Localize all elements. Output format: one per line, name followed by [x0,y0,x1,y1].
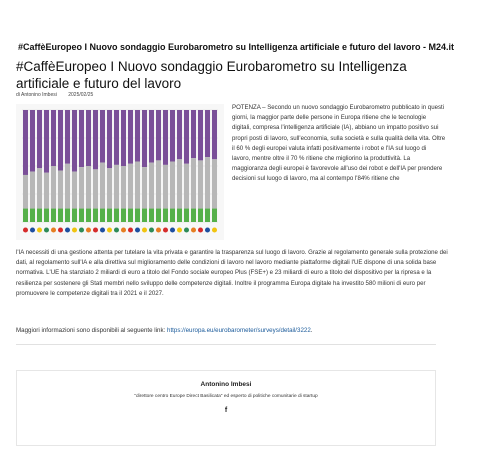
chart-bar-segment [205,110,210,157]
chart-bar-segment [37,110,42,168]
country-flag-marker [23,227,28,232]
chart-bar-segment [170,209,175,222]
country-flag-marker [93,227,98,232]
chart-bar-segment [86,166,91,209]
country-flag-marker [156,227,161,232]
page-title: #CaffèEuropeo I Nuovo sondaggio Eurobarometro su Intelligenza artificiale e futuro del lavoro [16,59,407,91]
chart-bar-segment [65,110,70,164]
chart-bar-segment [51,166,56,209]
publish-date: 2025/02/25 [68,92,94,98]
chart-bar-segment [205,157,210,209]
chart-bar-segment [170,162,175,209]
chart-bar-segment [58,209,63,222]
chart-bar-segment [86,209,91,222]
chart-bar-segment [177,110,182,159]
chart-bar-segment [58,110,63,170]
country-flag-marker [65,227,70,232]
chart-bar-segment [44,110,49,173]
chart-bar-segment [93,209,98,222]
chart-bar-segment [79,110,84,167]
chart-bar-segment [79,209,84,222]
chart-bar-segment [30,209,35,222]
chart-bar-segment [184,110,189,164]
chart-bar-segment [198,209,203,222]
country-flag-marker [121,227,126,232]
country-flag-marker [163,227,168,232]
chart-bar-segment [30,172,35,209]
chart-bar-segment [128,209,133,222]
chart-bar-segment [135,110,140,162]
chart-bar-segment [121,166,126,209]
chart-bar-segment [212,209,217,222]
country-flag-marker [79,227,84,232]
country-flag-marker [205,227,210,232]
chart-bar-segment [79,167,84,208]
chart-bar-segment [135,162,140,209]
chart-bar-segment [163,209,168,222]
country-flag-marker [51,227,56,232]
chart-bar-segment [107,110,112,168]
chart-bar-segment [23,209,28,222]
country-flag-marker [170,227,175,232]
chart-bar-segment [184,209,189,222]
country-flag-marker [30,227,35,232]
country-flag-marker [44,227,49,232]
country-flag-marker [198,227,203,232]
chart-bar-segment [51,209,56,222]
chart-bar-segment [191,158,196,208]
article-paragraph-2: l'IA necessiti di una gestione attenta per tutelare la vita privata e garantire la trasparenza sul luogo di lavoro. Grazie al regolamento generale sulla protezione dei dati, al regolamento sull'IA e alla direttiva sul miglioramento delle condizioni di lavoro nel lavoro mediante piattaforme digitali l'UE dispone di una solida base normativa. L'UE ha stanziato 2 miliardi di euro a titolo del Fondo sociale europeo Plus (FSE+) e 23 miliardi di euro a titolo del dispositivo per la ripresa e la resilienza per sostenere gli Stati membri nello sviluppo delle competenze digitali. Inoltre il programma Europa digitale ha investito 580 milioni di euro per promuovere le competenze digitali tra il 2021 e il 2027. [16,249,448,297]
chart-bar-segment [149,110,154,163]
chart-bar-segment [65,164,70,209]
chart-bar-segment [72,172,77,209]
country-flag-marker [86,227,91,232]
chart-bar-segment [23,110,28,175]
chart-bar-segment [135,209,140,222]
chart-bar-segment [114,209,119,222]
chart-bar-segment [107,209,112,222]
chart-bar-segment [86,110,91,166]
country-flag-marker [191,227,196,232]
country-flag-marker [107,227,112,232]
chart-bar-segment [128,164,133,209]
chart-bar-segment [142,167,147,208]
more-info-end: . [310,327,313,334]
chart-bar-segment [44,209,49,222]
country-flag-marker [37,227,42,232]
eurobarometer-chart-image [16,104,224,240]
author-description: "direttore centro Europe Direct Basilicata" ed esperto di politiche comunitarie di startup [134,394,318,399]
author-box [16,370,436,446]
chart-bar-segment [114,165,119,209]
article-meta [16,92,103,98]
chart-bar-segment [191,209,196,222]
chart-bar-segment [93,169,98,208]
country-flag-marker [100,227,105,232]
chart-bar-segment [65,209,70,222]
chart-bar-segment [198,160,203,208]
country-flag-marker [135,227,140,232]
chart-bar-segment [156,160,161,208]
chart-bar-segment [72,110,77,172]
chart-bar-segment [149,209,154,222]
more-info-line [16,327,449,334]
chart-bar-segment [30,110,35,172]
chart-bar-segment [128,110,133,164]
chart-bar-segment [107,168,112,208]
country-flag-marker [128,227,133,232]
author-name[interactable]: Antonino Imbesi [200,381,252,388]
chart-bar-segment [212,110,217,159]
article-paragraph-1: POTENZA – Secondo un nuovo sondaggio Eurobarometro pubblicato in questi giorni, la maggior parte delle persone in Europa ritiene che le tecnologie digitali, compresa l'intelligenza artificiale (IA), abbiano un impatto positivo sui propri posti di lavoro, sull'economia, sulla società e sulla qualità della vita. Oltre il 60 % degli europei valuta infatti positivamente i robot e l'IA sul luogo di lavoro, mentre oltre il 70 % ritiene che migliorino la produttività. La maggioranza degli europei è favorevole all'uso dei robot e dell'IA per prendere decisioni sul luogo di lavoro, ma al contempo l'84% ritiene che [232,104,446,183]
chart-bar-segment [37,209,42,222]
country-flag-marker [177,227,182,232]
chart-bar-segment [198,110,203,160]
chart-bar-segment [100,110,105,163]
country-flag-marker [184,227,189,232]
chart-bar-segment [156,110,161,160]
chart-bar-segment [100,163,105,209]
chart-bar-segment [44,173,49,209]
chart-bar-segment [205,209,210,222]
chart-bar-segment [37,168,42,208]
separator [16,344,436,345]
country-flag-marker [72,227,77,232]
facebook-icon[interactable]: f [224,407,228,414]
chart-bar-segment [93,110,98,169]
more-info-label: Maggiori informazioni sono disponibili al seguente link: [16,327,166,334]
chart-bar-segment [163,165,168,209]
chart-bar-segment [149,163,154,209]
chart-bar-segment [121,110,126,166]
chart-bar-segment [72,209,77,222]
country-flag-marker [114,227,119,232]
chart-bar-segment [23,175,28,209]
top-bar-title: #CaffèEuropeo I Nuovo sondaggio Eurobarometro su Intelligenza artificiale e futuro del lavoro - M24.it [17,42,454,52]
chart-bar-segment [177,209,182,222]
chart-bar-segment [58,170,63,208]
chart-bar-segment [100,209,105,222]
country-flag-marker [149,227,154,232]
country-flag-marker [142,227,147,232]
chart-bar-segment [191,110,196,158]
country-flag-marker [58,227,63,232]
chart-bar-segment [142,110,147,167]
chart-bar-segment [114,110,119,165]
chart-bar-segment [170,110,175,162]
chart-bar-segment [51,110,56,166]
chart-bar-segment [177,159,182,208]
chart-bar-segment [156,209,161,222]
chart-svg [16,104,224,240]
country-flag-marker [212,227,217,232]
chart-bar-segment [163,110,168,165]
chart-bar-segment [121,209,126,222]
chart-bar-segment [142,209,147,222]
chart-bar-segment [184,164,189,209]
chart-bar-segment [212,159,217,208]
eurobarometer-link[interactable]: https://europa.eu/eurobarometer/surveys/detail/3222 [167,327,311,334]
author-byline[interactable]: di Antonino Imbesi [16,92,57,98]
